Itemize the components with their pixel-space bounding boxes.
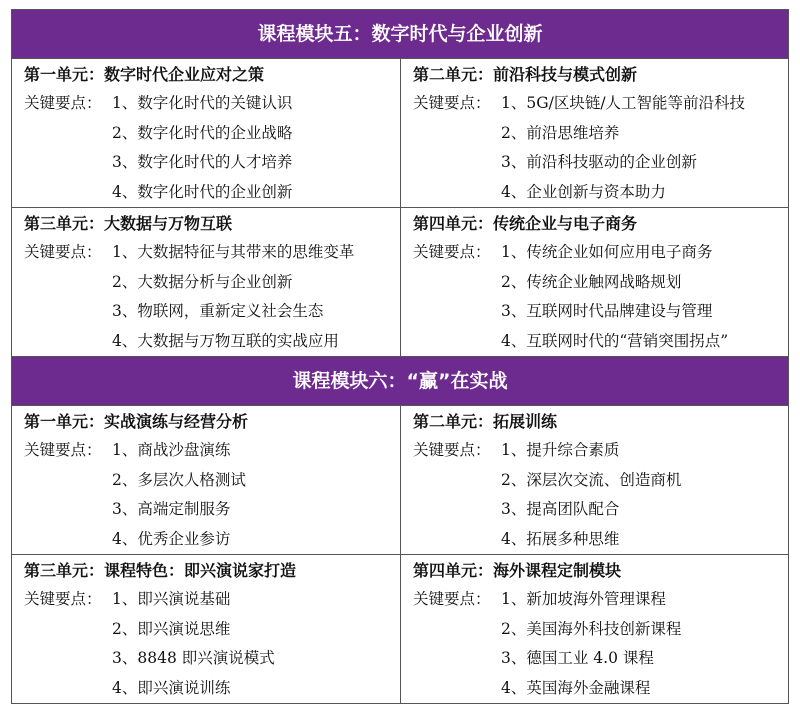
key-points-label: 关键要点： bbox=[24, 441, 102, 459]
key-point-line bbox=[24, 327, 400, 357]
key-point-line bbox=[24, 89, 400, 119]
key-point-line bbox=[413, 436, 788, 466]
key-point-line bbox=[24, 466, 400, 496]
unit-title: 第四单元：传统企业与电子商务 bbox=[413, 214, 638, 233]
unit-row bbox=[12, 59, 789, 208]
key-point: 3、提高团队配合 bbox=[501, 500, 620, 518]
key-point: 2、数字化时代的企业战略 bbox=[112, 123, 293, 142]
key-point-line bbox=[24, 525, 400, 555]
key-point: 4、企业创新与资本助力 bbox=[501, 182, 666, 201]
unit-row bbox=[12, 406, 789, 555]
key-point-line bbox=[24, 644, 400, 674]
key-point: 1、即兴演说基础 bbox=[112, 590, 231, 608]
key-point: 1、传统企业如何应用电子商务 bbox=[501, 243, 713, 261]
key-point-line bbox=[413, 178, 788, 208]
key-point: 4、即兴演说训练 bbox=[112, 678, 231, 697]
key-point-line bbox=[413, 615, 788, 645]
unit-row bbox=[12, 208, 789, 357]
key-point: 1、数字化时代的关键认识 bbox=[112, 94, 293, 112]
key-points-label: 关键要点： bbox=[24, 243, 102, 261]
key-point-line bbox=[413, 268, 788, 298]
key-point: 3、前沿科技驱动的企业创新 bbox=[501, 153, 697, 171]
key-point: 4、优秀企业参访 bbox=[112, 529, 231, 548]
key-point-line bbox=[413, 585, 788, 615]
key-point: 2、即兴演说思维 bbox=[112, 619, 231, 638]
key-point-line bbox=[24, 238, 400, 268]
key-point: 4、互联网时代的“营销突围拐点” bbox=[501, 331, 729, 350]
key-point: 4、大数据与万物互联的实战应用 bbox=[112, 331, 339, 350]
key-point: 3、互联网时代品牌建设与管理 bbox=[501, 302, 713, 320]
key-point: 1、新加坡海外管理课程 bbox=[501, 590, 666, 608]
key-points-label: 关键要点： bbox=[24, 590, 102, 608]
unit-cell bbox=[401, 406, 789, 555]
key-point-line bbox=[24, 615, 400, 645]
key-point-line bbox=[24, 495, 400, 525]
key-point: 1、提升综合素质 bbox=[501, 441, 620, 459]
key-point: 2、美国海外科技创新课程 bbox=[501, 619, 682, 638]
unit-title: 第一单元：实战演练与经营分析 bbox=[24, 412, 249, 431]
key-point-line bbox=[413, 644, 788, 674]
key-points-label: 关键要点： bbox=[413, 94, 491, 112]
key-point-line bbox=[24, 674, 400, 704]
course-table bbox=[11, 9, 788, 704]
key-point-line bbox=[24, 119, 400, 149]
key-point: 3、数字化时代的人才培养 bbox=[112, 153, 293, 171]
key-point-line bbox=[413, 89, 788, 119]
key-points-label: 关键要点： bbox=[413, 590, 491, 608]
key-point: 2、深层次交流、创造商机 bbox=[501, 470, 682, 489]
key-point-line bbox=[413, 119, 788, 149]
unit-cell bbox=[12, 208, 401, 357]
key-points-label: 关键要点： bbox=[413, 441, 491, 459]
key-point-line bbox=[413, 525, 788, 555]
key-point: 4、数字化时代的企业创新 bbox=[112, 182, 293, 201]
key-point: 3、物联网，重新定义社会生态 bbox=[112, 302, 324, 320]
key-point-line bbox=[413, 466, 788, 496]
key-point: 4、英国海外金融课程 bbox=[501, 678, 651, 697]
module-header: 课程模块五：数字时代与企业创新 bbox=[12, 10, 789, 59]
unit-cell bbox=[401, 555, 789, 704]
key-point-line bbox=[24, 585, 400, 615]
unit-cell bbox=[12, 59, 401, 208]
key-point-line bbox=[24, 148, 400, 178]
key-point: 2、多层次人格测试 bbox=[112, 470, 246, 489]
key-point: 4、拓展多种思维 bbox=[501, 529, 620, 548]
unit-row bbox=[12, 555, 789, 704]
key-point: 1、大数据特征与其带来的思维变革 bbox=[112, 243, 355, 261]
key-point-line bbox=[413, 148, 788, 178]
unit-cell bbox=[12, 555, 401, 704]
key-point: 1、5G/区块链/人工智能等前沿科技 bbox=[501, 94, 746, 112]
key-point-line bbox=[413, 297, 788, 327]
unit-title: 第一单元：数字时代企业应对之策 bbox=[24, 65, 265, 84]
key-point-line bbox=[413, 238, 788, 268]
key-point: 2、大数据分析与企业创新 bbox=[112, 272, 293, 291]
unit-cell bbox=[401, 208, 789, 357]
key-point-line bbox=[24, 297, 400, 327]
key-point-line bbox=[413, 495, 788, 525]
unit-title: 第二单元：前沿科技与模式创新 bbox=[413, 65, 638, 84]
module-header: 课程模块六：“赢”在实战 bbox=[12, 357, 789, 406]
key-point: 2、传统企业触网战略规划 bbox=[501, 272, 682, 291]
key-point-line bbox=[24, 268, 400, 298]
key-point: 1、商战沙盘演练 bbox=[112, 441, 231, 459]
key-point-line bbox=[24, 178, 400, 208]
key-points-label: 关键要点： bbox=[413, 243, 491, 261]
key-point: 2、前沿思维培养 bbox=[501, 123, 620, 142]
key-point-line bbox=[24, 436, 400, 466]
key-point: 3、高端定制服务 bbox=[112, 500, 231, 518]
unit-cell bbox=[12, 406, 401, 555]
key-point: 3、8848 即兴演说模式 bbox=[112, 649, 275, 667]
key-point-line bbox=[413, 327, 788, 357]
key-points-label: 关键要点： bbox=[24, 94, 102, 112]
unit-title: 第三单元：大数据与万物互联 bbox=[24, 214, 233, 233]
key-point: 3、德国工业 4.0 课程 bbox=[501, 649, 654, 667]
unit-cell bbox=[401, 59, 789, 208]
unit-title: 第二单元：拓展训练 bbox=[413, 412, 558, 431]
curriculum-grid bbox=[11, 9, 789, 704]
key-point-line bbox=[413, 674, 788, 704]
unit-title: 第四单元：海外课程定制模块 bbox=[413, 561, 622, 580]
unit-title: 第三单元：课程特色：即兴演说家打造 bbox=[24, 561, 297, 580]
